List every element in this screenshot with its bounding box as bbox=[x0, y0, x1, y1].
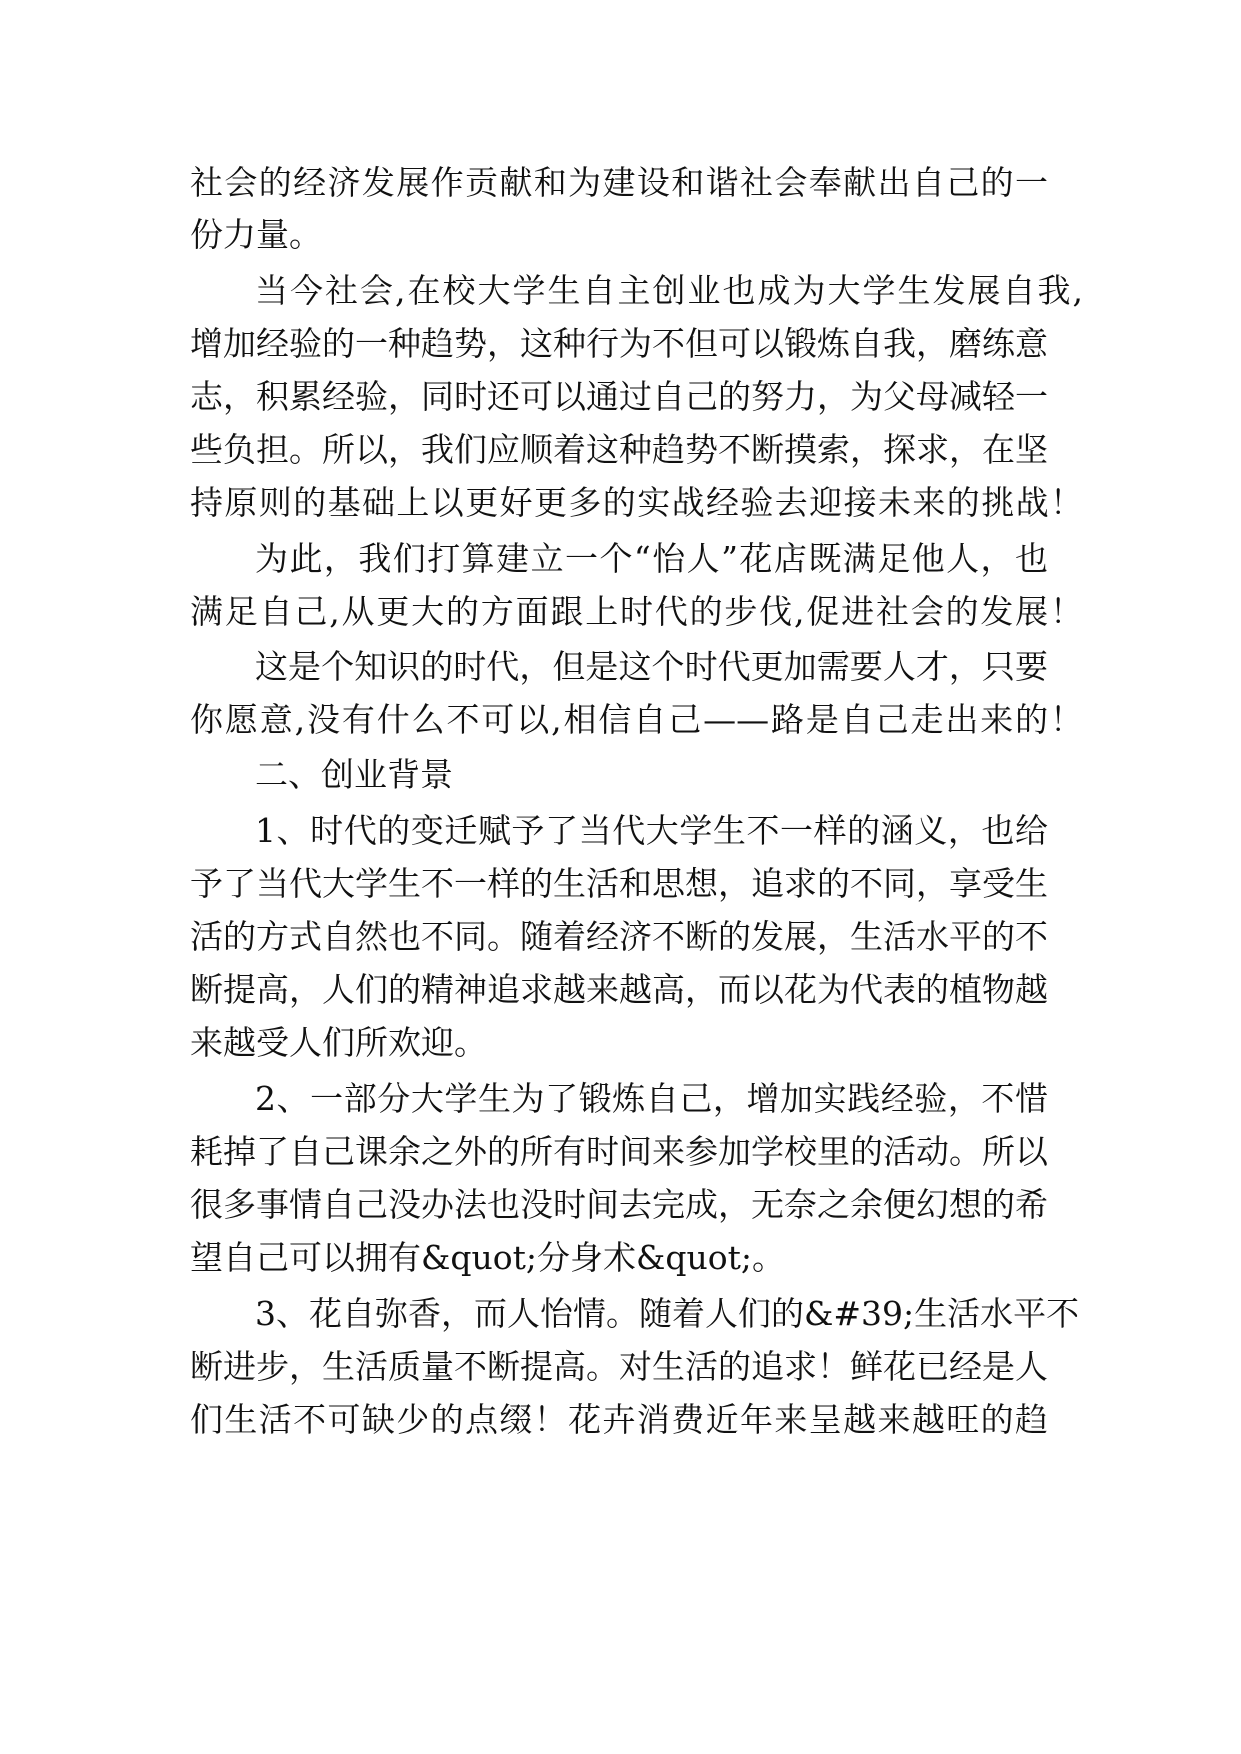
paragraph-start-line: 这是个知识的时代，但是这个时代更加需要人才，只要 bbox=[255, 647, 1048, 686]
text-line: 予了当代大学生不一样的生活和思想，追求的不同，享受生 bbox=[190, 864, 1048, 903]
paragraph-start-line: 当今社会,在校大学生自主创业也成为大学生发展自我, bbox=[255, 271, 1083, 310]
section-heading: 二、创业背景 bbox=[255, 755, 453, 794]
text-line: 断提高，人们的精神追求越来越高，而以花为代表的植物越 bbox=[190, 970, 1048, 1009]
text-line: 断进步，生活质量不断提高。对生活的追求！鲜花已经是人 bbox=[190, 1347, 1048, 1386]
paragraph-start-line: 3、花自弥香，而人怡情。随着人们的&#39;生活水平不 bbox=[255, 1294, 1080, 1333]
text-line: 活的方式自然也不同。随着经济不断的发展，生活水平的不 bbox=[190, 917, 1048, 956]
text-line: 社会的经济发展作贡献和为建设和谐社会奉献出自己的一 bbox=[190, 163, 1048, 202]
paragraph-start-line: 为此，我们打算建立一个“怡人”花店既满足他人，也 bbox=[255, 539, 1048, 578]
text-line: 满足自己,从更大的方面跟上时代的步伐,促进社会的发展！ bbox=[190, 592, 1083, 631]
paragraph-start-line: 1、时代的变迁赋予了当代大学生不一样的涵义，也给 bbox=[255, 811, 1048, 850]
text-line: 耗掉了自己课余之外的所有时间来参加学校里的活动。所以 bbox=[190, 1132, 1048, 1171]
text-line: 们生活不可缺少的点缀！花卉消费近年来呈越来越旺的趋 bbox=[190, 1400, 1048, 1439]
text-line: 持原则的基础上以更好更多的实战经验去迎接未来的挑战！ bbox=[190, 483, 1083, 522]
text-line: 来越受人们所欢迎。 bbox=[190, 1023, 487, 1062]
text-line: 志，积累经验，同时还可以通过自己的努力，为父母减轻一 bbox=[190, 377, 1048, 416]
paragraph-start-line: 2、一部分大学生为了锻炼自己，增加实践经验，不惜 bbox=[255, 1079, 1048, 1118]
text-line: 很多事情自己没办法也没时间去完成，无奈之余便幻想的希 bbox=[190, 1185, 1048, 1224]
text-line: 份力量。 bbox=[190, 215, 322, 254]
text-line: 些负担。所以，我们应顺着这种趋势不断摸索，探求，在坚 bbox=[190, 430, 1048, 469]
text-line: 你愿意,没有什么不可以,相信自己——路是自己走出来的！ bbox=[190, 700, 1083, 739]
text-line: 望自己可以拥有&quot;分身术&quot;。 bbox=[190, 1238, 785, 1277]
text-line: 增加经验的一种趋势，这种行为不但可以锻炼自我，磨练意 bbox=[190, 324, 1048, 363]
